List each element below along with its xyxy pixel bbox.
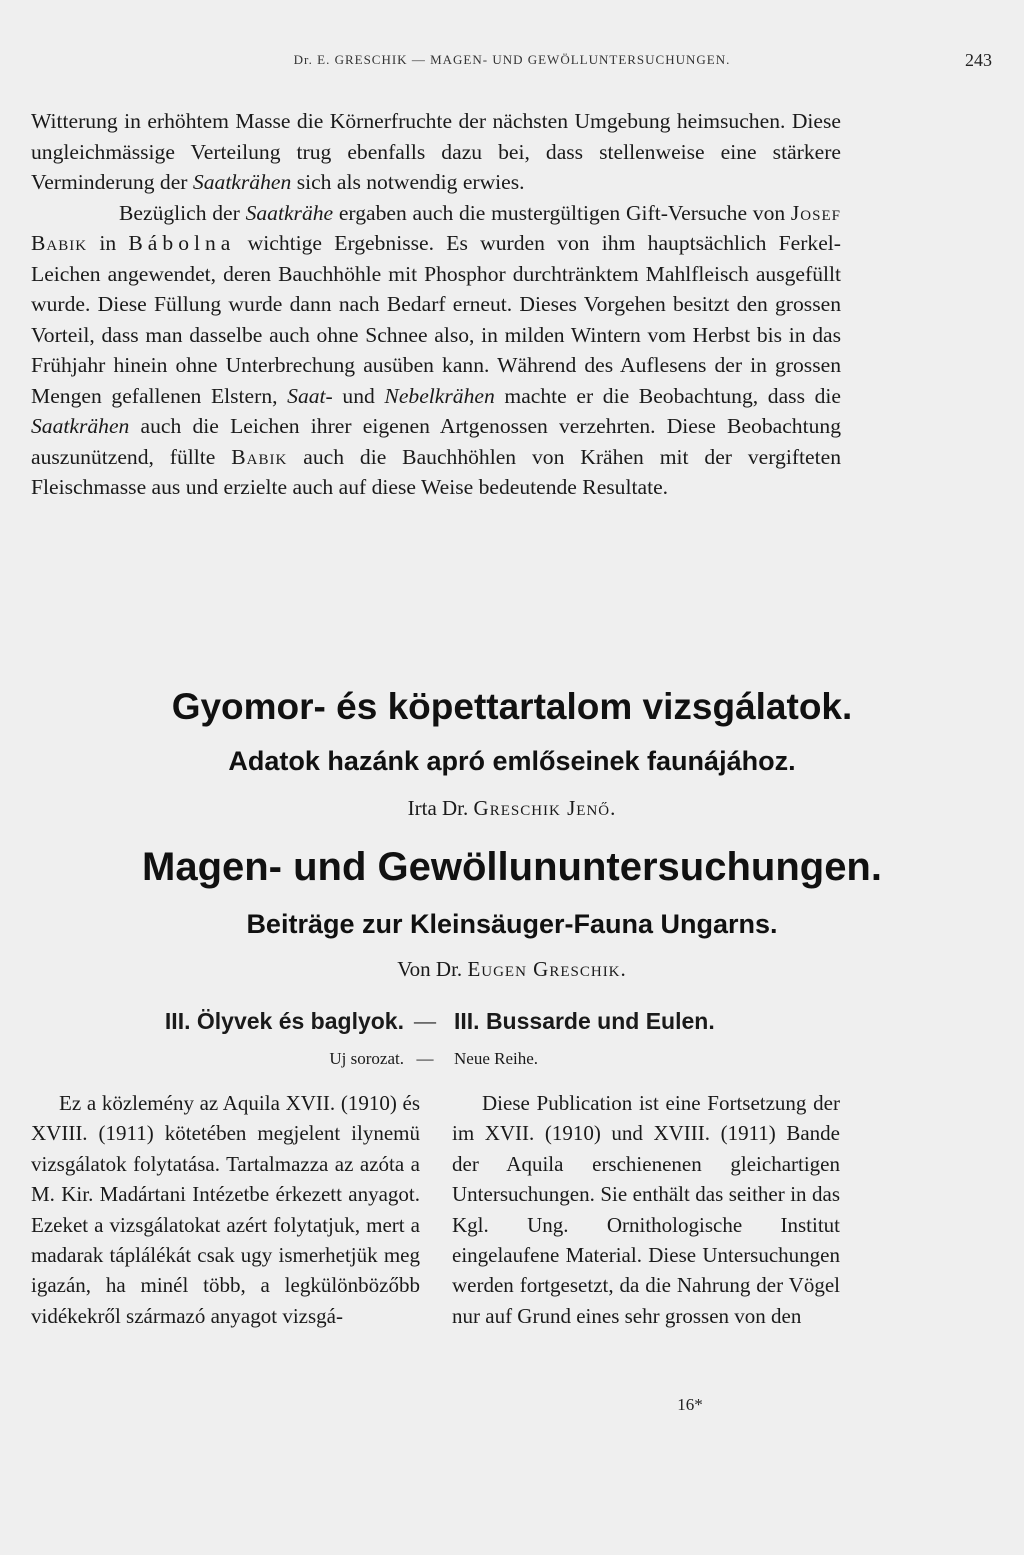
hungarian-title: Gyomor- és köpettartalom vizsgálatok. <box>171 686 853 727</box>
running-title: Dr. E. GRESCHIK — MAGEN- UND GEWÖLLUNTERSUCHUNGEN. <box>293 52 731 67</box>
column-german-text: Diese Publication ist eine Fortsetzung der im XVII. (1910) und XVIII. (1911) Bande der Aquila erschienenen gleichartigen Untersuchungen. Sie enthält das seither in das Kgl. Ung. Ornithologische Institut eingelaufene Material. Diese Untersuchungen werden fortgesetzt, da die Nahrung der Vögel nur auf Grund eines sehr grossen von den <box>452 1091 840 1328</box>
section-separator: — <box>414 1008 436 1033</box>
hungarian-subtitle: Adatok hazánk apró emlőseinek faunájához. <box>228 746 796 776</box>
series-hu: Uj sorozat. <box>329 1049 404 1068</box>
section-heading <box>0 1008 1024 1048</box>
signature-mark: 16* <box>677 1395 703 1414</box>
paragraph-2: Bezüglich der Saatkrähe ergaben auch die mustergültigen Gift-Versuche von Josef Babik in Bábolna wichtige Ergebnisse. Es wurden von ihm hauptsächlich Ferkel-Leichen angewendet, deren Bauchhöhle mit Phosphor durchtränktem Mahlfleisch ausgefüllt wurde. Diese Füllung wurde dann nach Bedarf erneut. Dieses Vorgehen besitzt den grossen Vorteil, dass man dasselbe auch ohne Schnee also, in milden Wintern vom Herbst bis in das Frühjahr hinein ohne Unterbrechung ausüben kann. Während des Auflesens der in grossen Mengen gefallenen Elstern, Saat- und Nebelkrähen machte er die Beobachtung, dass die Saatkrähen auch die Leichen ihrer eigenen Artgenossen verzehrten. Diese Beobachtung auszunützend, füllte Babik auch die Bauchhöhlen von Krähen mit der vergifteten Fleischmasse aus und erzielte auch auf diese Weise bedeutende Resultate. <box>31 200 841 499</box>
page-number: 243 <box>965 50 992 70</box>
running-head <box>0 52 1024 74</box>
german-author: Von Dr. Eugen Greschik. <box>397 957 627 981</box>
german-subtitle: Beiträge zur Kleinsäuger-Fauna Ungarns. <box>246 909 778 939</box>
column-german <box>452 1088 840 1331</box>
paragraph-1: Witterung in erhöhtem Masse die Körnerfruchte der nächsten Umgebung heimsuchen. Diese ungleichmässige Verteilung trug ebenfalls dazu bei, dass stellenweise eine stärkere Verminderung der Saatkrähen sich als notwendig erwies. <box>31 109 841 194</box>
german-title: Magen- und Gewöllununtersuchungen. <box>142 845 882 889</box>
series-line <box>0 1049 1024 1073</box>
author-name-babik: Josef Babik <box>31 200 841 255</box>
place-name: Bábolna <box>128 231 236 255</box>
column-hungarian <box>31 1088 420 1331</box>
series-separator: — <box>416 1049 434 1068</box>
section-heading-hu: III. Ölyvek és baglyok. <box>164 1008 404 1034</box>
body-text <box>31 106 841 503</box>
column-hungarian-text: Ez a közlemény az Aquila XVII. (1910) és XVIII. (1911) kötetében megjelent ilynemü vizsgálatok folytatása. Tartalmazza az azóta a M. Kir. Madártani Intézetbe érkezett anyagot. Ezeket a vizsgálatokat azért folytatjuk, mert a madarak táplálékát csak ugy ismerhetjük meg igazán, ha minél több, a legkülönbözőbb vidékekről származó anyagot vizsgá- <box>31 1091 420 1328</box>
hungarian-author: Irta Dr. Greschik Jenő. <box>407 796 617 820</box>
series-de: Neue Reihe. <box>454 1049 539 1068</box>
section-heading-de: III. Bussarde und Eulen. <box>454 1008 715 1034</box>
